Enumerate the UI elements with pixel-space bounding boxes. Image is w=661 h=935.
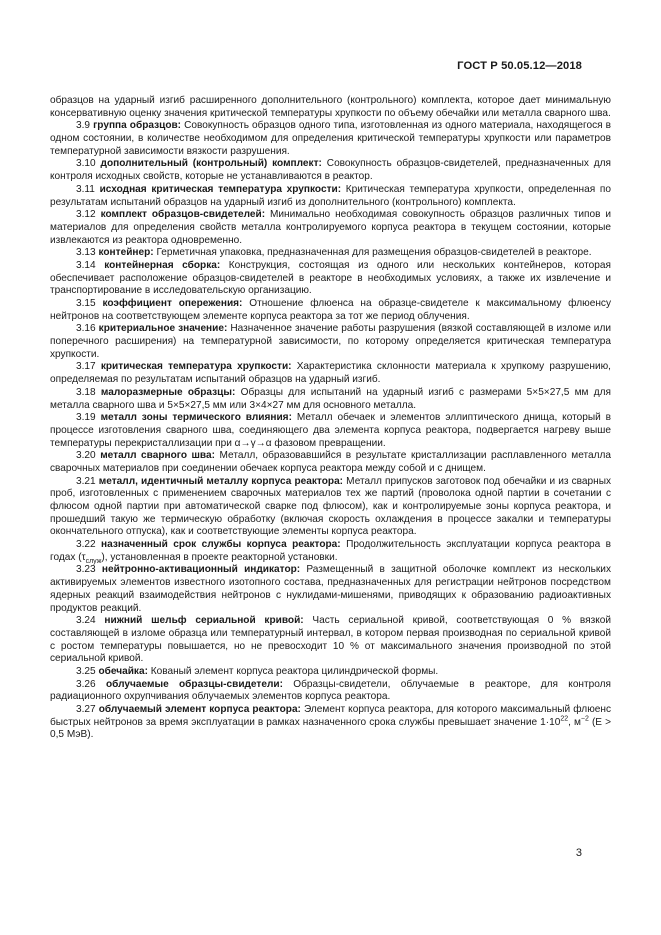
term-3-9: 3.9 группа образцов: Совокупность образцов одного типа, изготовленная из одного материала, находящегося в одном состоянии, в количестве необходимом для определения критической температуры хрупкости или параметров температурной зависимости вязкости разрушения. — [50, 120, 611, 157]
term-title: комплект образцов-свидетелей: — [100, 209, 266, 221]
term-title: дополнительный (контрольный) комплект: — [100, 158, 322, 170]
term-title: исходная критическая температура хрупкости: — [99, 183, 342, 195]
term-3-23: 3.23 нейтронно-активационный индикатор: Размещенный в защитной оболочке комплект из нескольких активируемых элементов известного изотопного состава, предназначенных для регистрации нейтронов посредством ядерных реакций взаимодействия нейтронов с нуклидами-мишенями, приводящих к образованию радиоактивных продуктов реакций. — [50, 564, 611, 614]
term-title: назначенный срок службы корпуса реактора: — [101, 539, 341, 551]
term-title: контейнерная сборка: — [104, 259, 221, 271]
page-number: 3 — [575, 847, 582, 859]
term-3-18: 3.18 малоразмерные образцы: Образцы для испытаний на ударный изгиб с размерами 5×5×27,5 мм для металла сварного шва и 5×5×27,5 мм или 3×4×27 мм для основного металла. — [50, 386, 611, 411]
term-title: облучаемый элемент корпуса реактора: — [98, 704, 301, 715]
term-3-27: 3.27 облучаемый элемент корпуса реактора: Элемент корпуса реактора, для которого максимальный флюенс быстрых нейтронов за время эксплуатации в рамках назначенного срока службы превышает значение $1\cdot 10^{22}$, $м^{-2}$ (E > 0,5 МэВ). — [50, 704, 611, 741]
term-title: группа образцов: — [93, 120, 182, 132]
term-title: металл, идентичный металлу корпуса реактора: — [98, 475, 344, 487]
term-3-25: 3.25 обечайка: Кованый элемент корпуса реактора цилиндрической формы. — [76, 665, 439, 677]
term-3-24: 3.24 нижний шельф сериальной кривой: Часть сериальной кривой, соответствующая 0 % вязкой составляющей в изломе образца или температурный интервал, в котором первая производная по сериальной кривой с ростом температуры повышается, но не превосходит 10 % от максимального значения производной по этой сериальной кривой. — [50, 615, 612, 665]
term-title: металл зоны термического влияния: — [100, 412, 292, 424]
term-title: критическая температура хрупкости: — [100, 361, 292, 373]
term-3-15: 3.15 коэффициент опережения: Отношение флюенса на образце-свидетеле к максимальному флюенсу нейтронов на соответствующем элементе корпуса реактора за тот же период облучения. — [50, 298, 612, 322]
term-title: нижний шельф сериальной кривой: — [104, 615, 304, 627]
term-3-21: 3.21 металл, идентичный металлу корпуса реактора: Металл припусков заготовок под обечайки и из сварных проб, изготовленных с применением сварочных материалов тех же партий (проволока одной партии в сочетании с флюсом одной партии при автоматической сварке под флюсом), как и контролируемые зоны корпуса реактора, и прошедший такую же термическую обработку (включая скорость охлаждения в процессе закалки и температуры окончательного отпуска), как и соответствующие элементы корпуса реактора. — [50, 475, 611, 538]
term-3-14: 3.14 контейнерная сборка: Конструкция, состоящая из одного или нескольких контейнеров, которая обеспечивает расположение образцов-свидетелей в реакторе в необходимых условиях, а также их извлечение и транспортирование в исследовательскую организацию. — [50, 259, 611, 297]
document-header: ГОСТ Р 50.05.12—2018 — [457, 60, 582, 72]
term-3-26: 3.26 облучаемые образцы-свидетели: Образцы-свидетели, облучаемые в реакторе, для контроля радиационного охрупчивания облучаемых элементов корпуса реактора. — [50, 678, 611, 703]
term-title: коэффициент опережения: — [102, 298, 243, 309]
term-3-13: 3.13 контейнер: Герметичная упаковка, предназначенная для размещения образцов-свидетелей в реакторе. — [76, 247, 592, 259]
term-title: малоразмерные образцы: — [100, 386, 236, 398]
term-title: критериальное значение: — [98, 323, 228, 335]
term-3-19: 3.19 металл зоны термического влияния: Металл обечаек и элементов эллиптического днища, который в процессе изготовления сварного шва, соединяющего два элемента корпуса реактора, подвергается нагреву выше температуры перекристаллизации при α→γ→α фазовом превращении. — [50, 412, 611, 449]
intro-paragraph: образцов на ударный изгиб расширенного дополнительного (контрольного) комплекта, которое дает минимальную консервативную оценку значения критической температуры хрупкости по объему обечайки или металла сварного шва. — [50, 95, 611, 119]
term-title: обечайка: — [98, 665, 148, 677]
page-content — [50, 95, 611, 742]
term-title: металл сварного шва: — [100, 450, 215, 462]
term-title: контейнер: — [98, 247, 154, 259]
term-3-17: 3.17 критическая температура хрупкости: Характеристика склонности материала к хрупкому разрушению, определяемая по результатам испытаний образцов на ударный изгиб. — [50, 361, 611, 386]
term-3-22: 3.22 назначенный срок службы корпуса реактора: Продолжительность эксплуатации корпуса реактора в годах $(\tau_{служ})$, установленная в проекте реакторной установки. — [50, 539, 611, 565]
term-3-11: 3.11 исходная критическая температура хрупкости: Критическая температура хрупкости, определенная по результатам испытаний образцов на ударный изгиб из дополнительного (контрольного) комплекта. — [50, 183, 611, 208]
term-3-16: 3.16 критериальное значение: Назначенное значение работы разрушения (вязкой составляющей в изломе или поперечного расширения) на температурной зависимости, по которому определяется критическая температура хрупкости. — [50, 323, 611, 360]
term-3-20: 3.20 металл сварного шва: Металл, образовавшийся в результате кристаллизации расплавленного металла сварочных материалов при соединении обечаек корпуса реактора между собой и с днищем. — [50, 450, 611, 474]
term-title: нейтронно-активационный индикатор: — [101, 564, 301, 576]
term-3-10: 3.10 дополнительный (контрольный) комплект: Совокупность образцов-свидетелей, предназначенных для контроля исходных свойств, которые не устанавливаются в реактор. — [50, 158, 612, 183]
term-3-12: 3.12 комплект образцов-свидетелей: Минимально необходимая совокупность образцов различных типов и материалов для определения свойств металла контролируемого корпуса реактора в текущем состоянии, которые извлекаются из реактора одновременно. — [50, 209, 611, 246]
term-title: облучаемые образцы-свидетели: — [105, 678, 283, 690]
